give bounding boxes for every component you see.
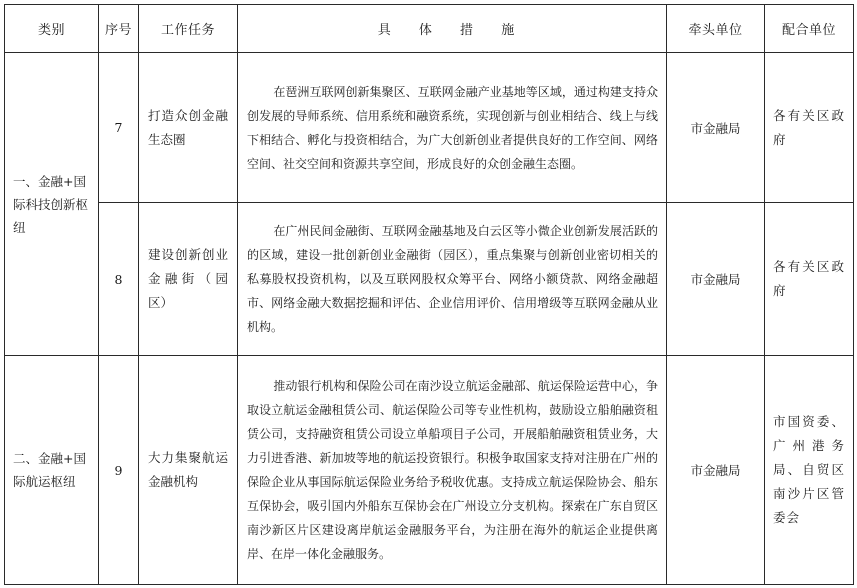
task-cell: 打造众创金融生态圈 xyxy=(139,53,238,203)
table-row xyxy=(5,356,854,585)
category-cell: 二、金融+国际航运枢纽 xyxy=(5,356,99,585)
work-task-table xyxy=(4,4,854,585)
coop-unit-cell: 市国资委、广州港务局、自贸区南沙片区管委会 xyxy=(765,356,854,585)
table-row xyxy=(5,203,854,356)
table-row xyxy=(5,53,854,203)
header-task: 工作任务 xyxy=(139,5,238,53)
measures-cell: 在琶洲互联网创新集聚区、互联网金融产业基地等区域，通过构建支持众创发展的导师系统、信用系统和融资系统，实现创新与创业相结合、线上与线下相结合、孵化与投资相结合，为广大创新创业者提供良好的工作空间、网络空间、社交空间和资源共享空间，形成良好的众创金融生态圈。 xyxy=(238,53,667,203)
header-measures: 具 体 措 施 xyxy=(238,5,667,53)
header-seq: 序号 xyxy=(99,5,139,53)
seq-cell: 9 xyxy=(99,356,139,585)
lead-unit-cell: 市金融局 xyxy=(667,53,765,203)
category-cell: 一、金融+国际科技创新枢纽 xyxy=(5,53,99,356)
lead-unit-cell: 市金融局 xyxy=(667,356,765,585)
task-cell: 建设创新创业金融街（园区） xyxy=(139,203,238,356)
seq-cell: 7 xyxy=(99,53,139,203)
seq-cell: 8 xyxy=(99,203,139,356)
coop-unit-cell: 各有关区政府 xyxy=(765,203,854,356)
header-coop: 配合单位 xyxy=(765,5,854,53)
table-header-row xyxy=(5,5,854,53)
measures-cell: 在广州民间金融街、互联网金融基地及白云区等小微企业创新发展活跃的的区域，建设一批创新创业金融街（园区），重点集聚与创新创业密切相关的私募股权投资机构，以及互联网股权众筹平台、网络小额贷款、网络金融超市、网络金融大数据挖掘和评估、企业信用评价、信用增级等互联网金融从业机构。 xyxy=(238,203,667,356)
header-lead: 牵头单位 xyxy=(667,5,765,53)
measures-cell: 推动银行机构和保险公司在南沙设立航运金融部、航运保险运营中心，争取设立航运金融租赁公司、航运保险公司等专业性机构，鼓励设立船舶融资租赁公司，支持融资租赁公司设立单船项目子公司，开展船舶融资租赁业务，大力引进香港、新加坡等地的航运投资银行。积极争取国家支持对注册在广州的保险企业从事国际航运保险业务给予税收优惠。支持成立航运保险协会、船东互保协会，吸引国内外船东互保协会在广州设立分支机构。探索在广东自贸区南沙新区片区建设离岸航运金融服务平台，为注册在海外的航运企业提供离岸、在岸一体化金融服务。 xyxy=(238,356,667,585)
task-cell: 大力集聚航运金融机构 xyxy=(139,356,238,585)
lead-unit-cell: 市金融局 xyxy=(667,203,765,356)
coop-unit-cell: 各有关区政府 xyxy=(765,53,854,203)
header-category: 类别 xyxy=(5,5,99,53)
